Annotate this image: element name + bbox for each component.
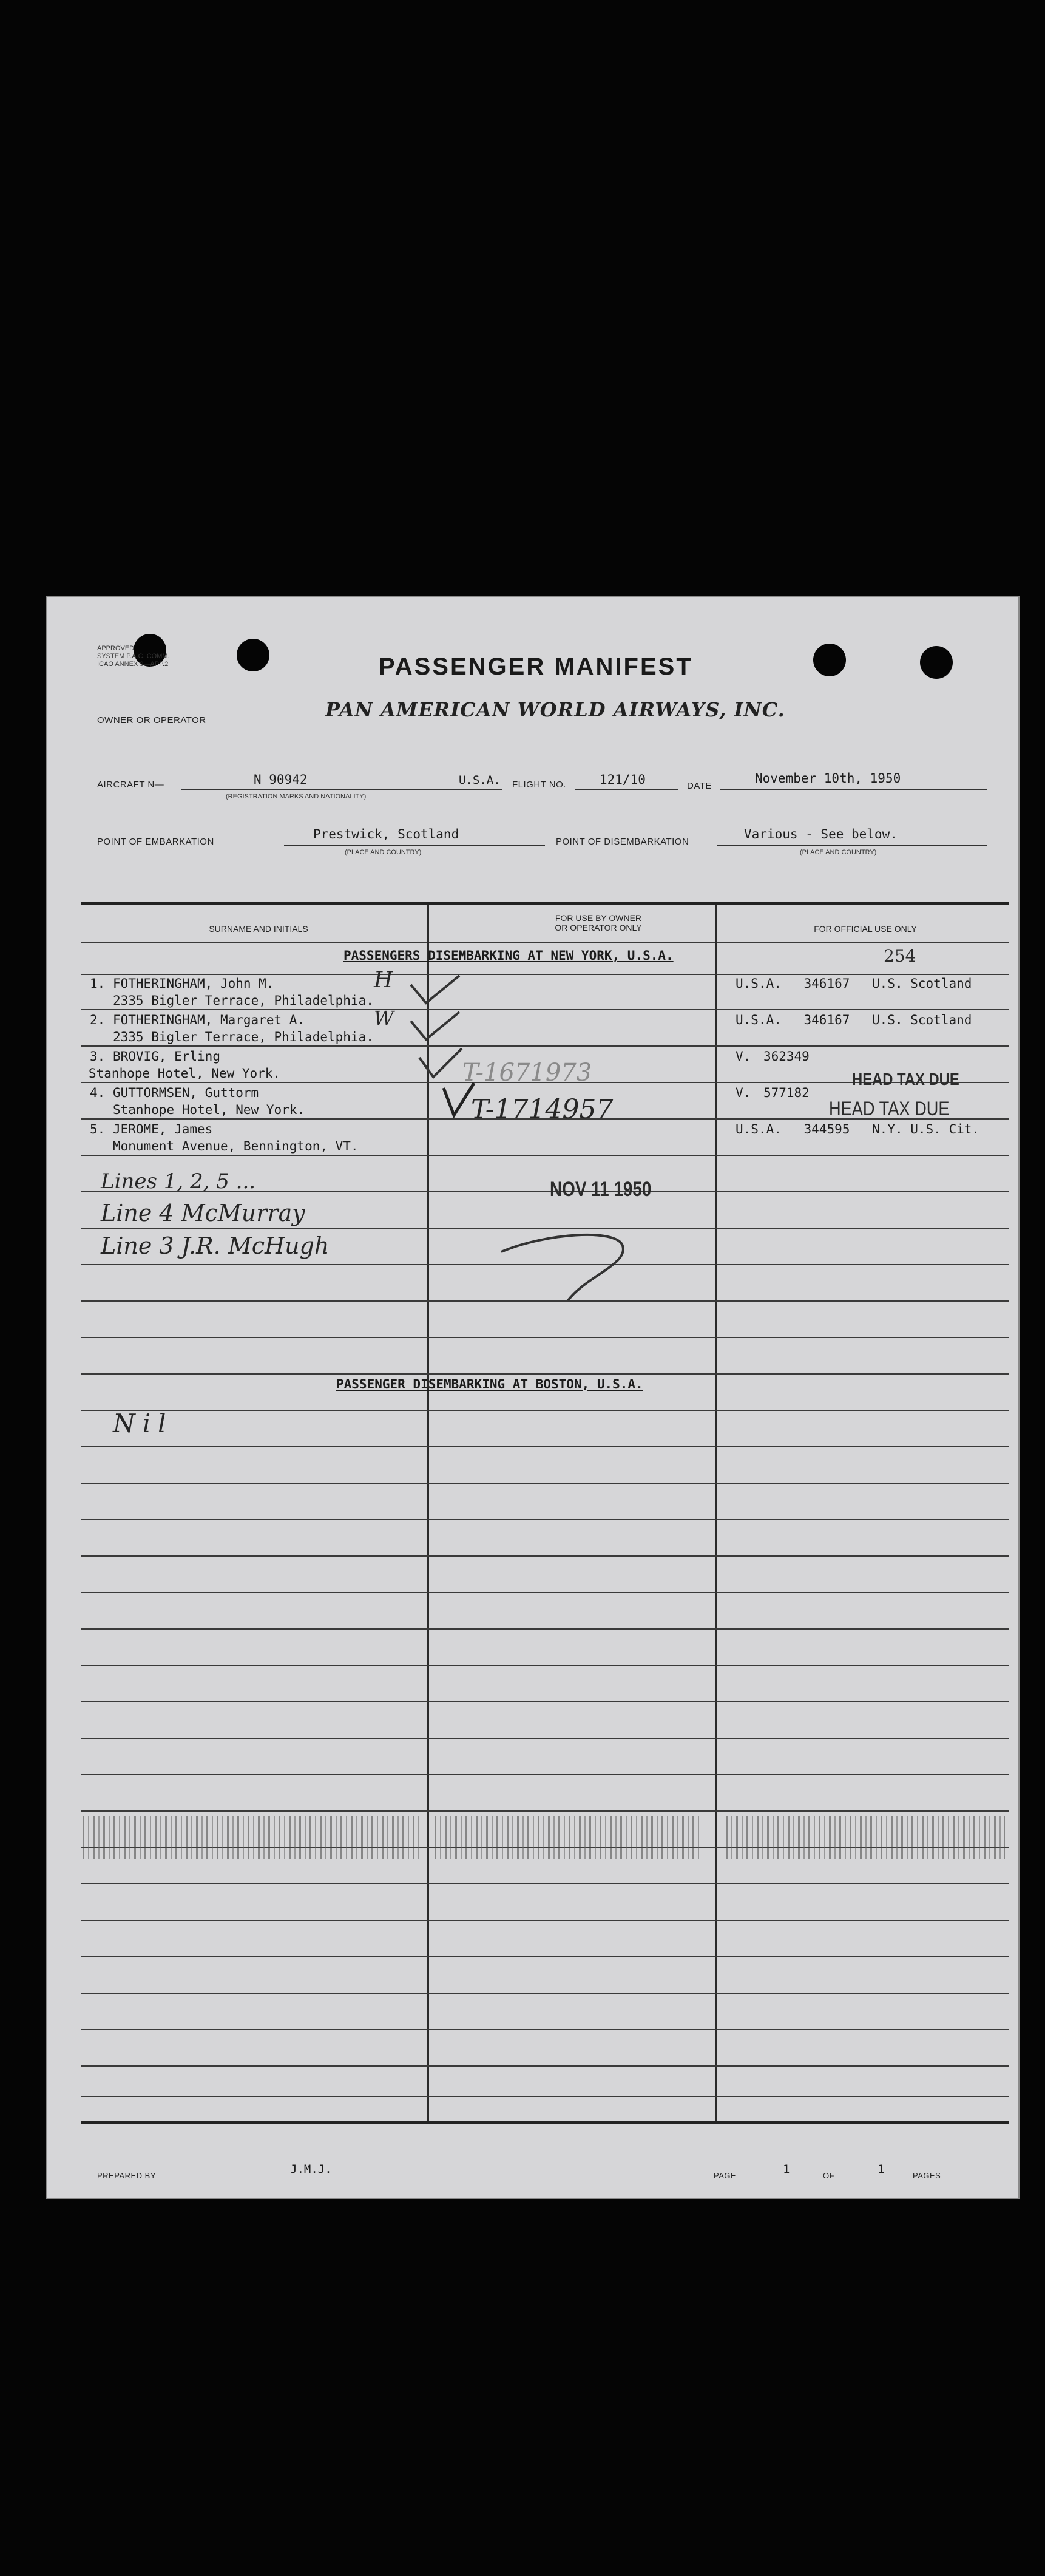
row-rule (81, 1446, 1009, 1447)
aircraft-country: U.S.A. (459, 773, 501, 787)
passenger-row (90, 1013, 305, 1027)
disembark-value: Various - See below. (744, 827, 898, 841)
handwritten-nil: Nil (113, 1409, 174, 1438)
passenger-address: Monument Avenue, Bennington, VT. (113, 1139, 359, 1154)
row-rule (81, 1519, 1009, 1520)
handwritten-note: Lines 1, 2, 5 ... (101, 1169, 256, 1194)
of-label: OF (823, 2171, 835, 2180)
table-top-rule (81, 902, 1009, 905)
column-header-official: FOR OFFICIAL USE ONLY (814, 924, 917, 934)
page-value: 1 (783, 2163, 790, 2176)
passenger-address: 2335 Bigler Terrace, Philadelphia. (113, 1030, 374, 1044)
handwritten-mark: W (374, 1007, 394, 1030)
punch-hole (237, 639, 269, 671)
handwritten-flourish (495, 1228, 635, 1307)
aircraft-sub: (REGISTRATION MARKS AND NATIONALITY) (226, 793, 367, 800)
passenger-document: 344595 (803, 1122, 850, 1137)
passenger-row (90, 1086, 259, 1100)
aircraft-field-line (181, 789, 502, 790)
handwritten-note: Line 4 McMurray (101, 1200, 305, 1226)
approval-line: APPROVED (97, 645, 135, 652)
scan-smudge (83, 1816, 422, 1859)
row-rule (81, 1810, 1009, 1812)
column-divider (715, 905, 717, 2124)
disembark-sub: (PLACE AND COUNTRY) (800, 849, 877, 856)
embark-label: POINT OF EMBARKATION (97, 837, 214, 847)
passenger-document: 362349 (763, 1049, 810, 1064)
row-rule (81, 1483, 1009, 1484)
form-title: PASSENGER MANIFEST (379, 653, 693, 680)
row-rule (81, 1628, 1009, 1630)
date-field-line (720, 789, 987, 790)
aircraft-label: AIRCRAFT N— (97, 780, 164, 790)
passenger-address: Stanhope Hotel, New York. (89, 1066, 281, 1081)
passenger-name: JEROME, James (112, 1122, 213, 1137)
passenger-document: 346167 (803, 976, 850, 991)
scan-smudge (435, 1816, 702, 1859)
passenger-official (736, 1049, 810, 1064)
aircraft-value: N 90942 (254, 772, 308, 787)
passenger-nationality: V. (736, 1049, 751, 1064)
handwritten-note: Line 3 J.R. McHugh (101, 1232, 330, 1259)
passenger-name: FOTHERINGHAM, John M. (112, 976, 274, 991)
flight-value: 121/10 (600, 772, 646, 787)
table-bottom-rule (81, 2121, 1009, 2124)
date-stamp: NOV 11 1950 (550, 1178, 652, 1201)
row-rule (81, 2065, 1009, 2067)
passenger-remark: U.S. Scotland (872, 976, 972, 991)
flight-label: FLIGHT NO. (512, 780, 566, 790)
header-bottom-rule (81, 942, 1009, 943)
row-rule (81, 1774, 1009, 1775)
row-rule (81, 1592, 1009, 1593)
approval-line: SYSTEM P.A.C. COMM. (97, 653, 170, 660)
passenger-document: 577182 (763, 1086, 810, 1100)
scan-smudge (726, 1816, 1005, 1859)
passenger-nationality: U.S.A. (736, 1013, 782, 1027)
passenger-official (736, 1086, 810, 1100)
flight-field-line (575, 789, 678, 790)
row-rule (81, 1956, 1009, 1957)
column-header-operator (495, 913, 702, 933)
passenger-address: Stanhope Hotel, New York. (113, 1103, 305, 1117)
date-value: November 10th, 1950 (755, 771, 901, 786)
handwritten-ticket: T-1671973 (462, 1059, 592, 1087)
passenger-address: 2335 Bigler Terrace, Philadelphia. (113, 993, 374, 1008)
approval-block (97, 645, 170, 668)
row-rule (81, 1337, 1009, 1338)
row-rule (81, 1701, 1009, 1702)
owner-value: PAN AMERICAN WORLD AIRWAYS, INC. (325, 698, 785, 721)
approval-line: ICAO ANNEX 9—APP.2 (97, 661, 169, 668)
row-rule (81, 1555, 1009, 1557)
check-mark-icon (441, 1082, 477, 1118)
disembark-label: POINT OF DISEMBARKATION (556, 837, 689, 847)
handwritten-ticket: T-1714957 (471, 1094, 614, 1125)
check-mark-icon (408, 973, 462, 1009)
passenger-official (736, 1013, 972, 1027)
passenger-document: 346167 (803, 1013, 850, 1027)
passenger-row (90, 1049, 220, 1064)
passenger-official (736, 976, 972, 991)
row-rule (81, 2029, 1009, 2030)
passenger-number: 5. (90, 1122, 106, 1137)
head-tax-stamp: HEAD TAX DUE (829, 1098, 950, 1120)
passenger-name: FOTHERINGHAM, Margaret A. (112, 1013, 305, 1027)
passenger-remark: N.Y. U.S. Cit. (872, 1122, 980, 1137)
column-divider (427, 905, 429, 2124)
passenger-nationality: U.S.A. (736, 1122, 782, 1137)
row-rule (81, 1665, 1009, 1666)
official-count: 254 (884, 946, 916, 966)
passenger-name: GUTTORMSEN, Guttorm (112, 1086, 259, 1100)
passenger-number: 2. (90, 1013, 106, 1027)
embark-sub: (PLACE AND COUNTRY) (345, 849, 422, 856)
row-rule (81, 1920, 1009, 1921)
row-rule (81, 1155, 1009, 1156)
row-rule (81, 1009, 1009, 1010)
column-header-surname: SURNAME AND INITIALS (209, 924, 308, 934)
row-rule (81, 1883, 1009, 1884)
section-heading-new-york: PASSENGERS DISEMBARKING AT NEW YORK, U.S.A. (343, 948, 674, 963)
row-rule (81, 1373, 1009, 1375)
section-heading-boston: PASSENGER DISEMBARKING AT BOSTON, U.S.A. (336, 1377, 643, 1392)
column-header-operator-line: OR OPERATOR ONLY (555, 923, 642, 933)
page-label: PAGE (714, 2171, 737, 2180)
check-mark-icon (416, 1045, 465, 1082)
date-label: DATE (687, 781, 712, 791)
disembark-field-line (717, 845, 987, 846)
passenger-number: 1. (90, 976, 106, 991)
row-rule (81, 974, 1009, 975)
row-rule (81, 1993, 1009, 1994)
passenger-row (90, 1122, 212, 1137)
check-mark-icon (408, 1009, 462, 1045)
owner-label: OWNER OR OPERATOR (97, 715, 206, 726)
punch-hole (813, 644, 846, 676)
pages-label: PAGES (913, 2171, 941, 2180)
head-tax-stamp: HEAD TAX DUE (852, 1070, 959, 1089)
row-rule (81, 1410, 1009, 1411)
passenger-row (90, 976, 274, 991)
passenger-official (736, 1122, 979, 1137)
passenger-number: 4. (90, 1086, 106, 1100)
passenger-name: BROVIG, Erling (112, 1049, 220, 1064)
passenger-remark: U.S. Scotland (872, 1013, 972, 1027)
of-value: 1 (878, 2163, 885, 2176)
embark-field-line (284, 845, 545, 846)
passenger-nationality: V. (736, 1086, 751, 1100)
punch-hole (920, 646, 953, 679)
row-rule (81, 1738, 1009, 1739)
passenger-nationality: U.S.A. (736, 976, 782, 991)
passenger-number: 3. (90, 1049, 106, 1064)
prepared-label: PREPARED BY (97, 2171, 157, 2180)
prepared-value: J.M.J. (290, 2163, 332, 2176)
manifest-sheet (46, 596, 1020, 2199)
row-rule (81, 1045, 1009, 1047)
row-rule (81, 2096, 1009, 2097)
handwritten-mark: H (374, 968, 393, 993)
column-header-operator-line: FOR USE BY OWNER (555, 913, 642, 923)
embark-value: Prestwick, Scotland (313, 827, 459, 841)
